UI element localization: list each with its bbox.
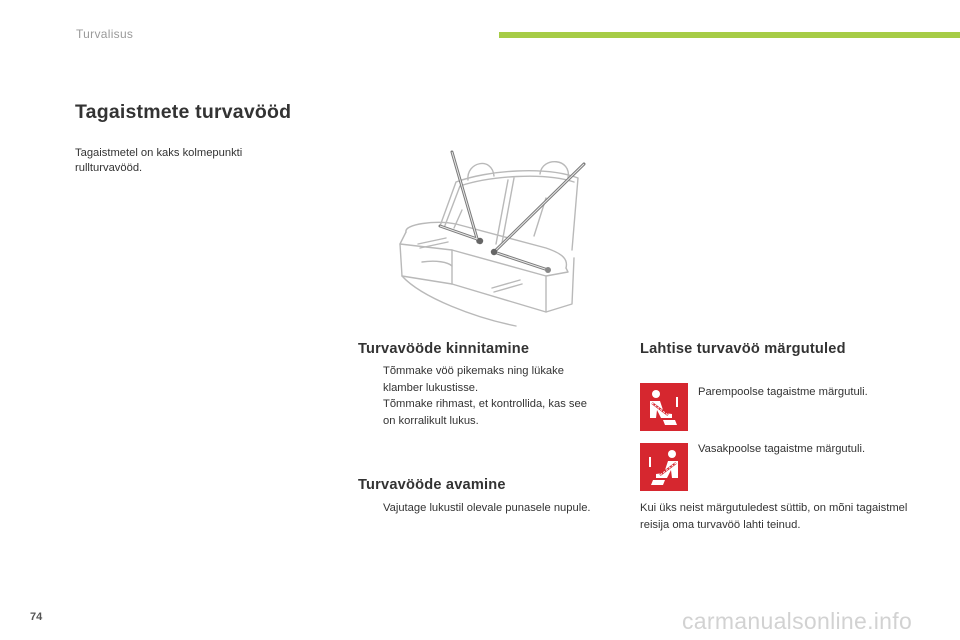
watermark: carmanualsonline.info: [682, 608, 913, 634]
list-item: [358, 396, 598, 429]
rear-right-warning-label: Parempoolse tagaistme märgutuli.: [698, 386, 868, 398]
list-item-text: Vajutage lukustil olevale punasele nupule.: [383, 502, 591, 514]
list-item: [358, 363, 598, 396]
list-item-text: Tõmmake rihmast, et kontrollida, kas see on korralikult lukus.: [383, 398, 587, 427]
page-title: Tagaistmete turvavööd: [75, 101, 292, 123]
rear-right-seatbelt-warning-icon: [640, 383, 688, 431]
fastening-heading: Turvavööde kinnitamine: [358, 341, 530, 357]
warning-lamps-heading: Lahtise turvavöö märgutuled: [640, 341, 846, 357]
list-item-text: Tõmmake vöö pikemaks ning lükake klamber lukustisse.: [383, 365, 564, 394]
unfastening-heading: Turvavööde avamine: [358, 477, 506, 493]
rear-left-warning-label: Vasakpoolse tagaistme märgutuli.: [698, 443, 866, 455]
intro-text: Tagaistmetel on kaks kolmepunkti rullturvavööd.: [75, 147, 243, 174]
header-accent-bar: [499, 32, 960, 38]
rear-seat-illustration: [396, 148, 596, 328]
rear-left-seatbelt-warning-icon: [640, 443, 688, 491]
fastening-list: [358, 363, 598, 429]
list-item: [358, 500, 628, 517]
unfastening-list: [358, 500, 628, 517]
warning-note: Kui üks neist märgutuledest süttib, on mõni tagaistmel reisija oma turvavöö lahti teinud.: [640, 502, 908, 531]
page-number: 74: [30, 611, 43, 623]
section-title: Turvalisus: [76, 27, 134, 41]
